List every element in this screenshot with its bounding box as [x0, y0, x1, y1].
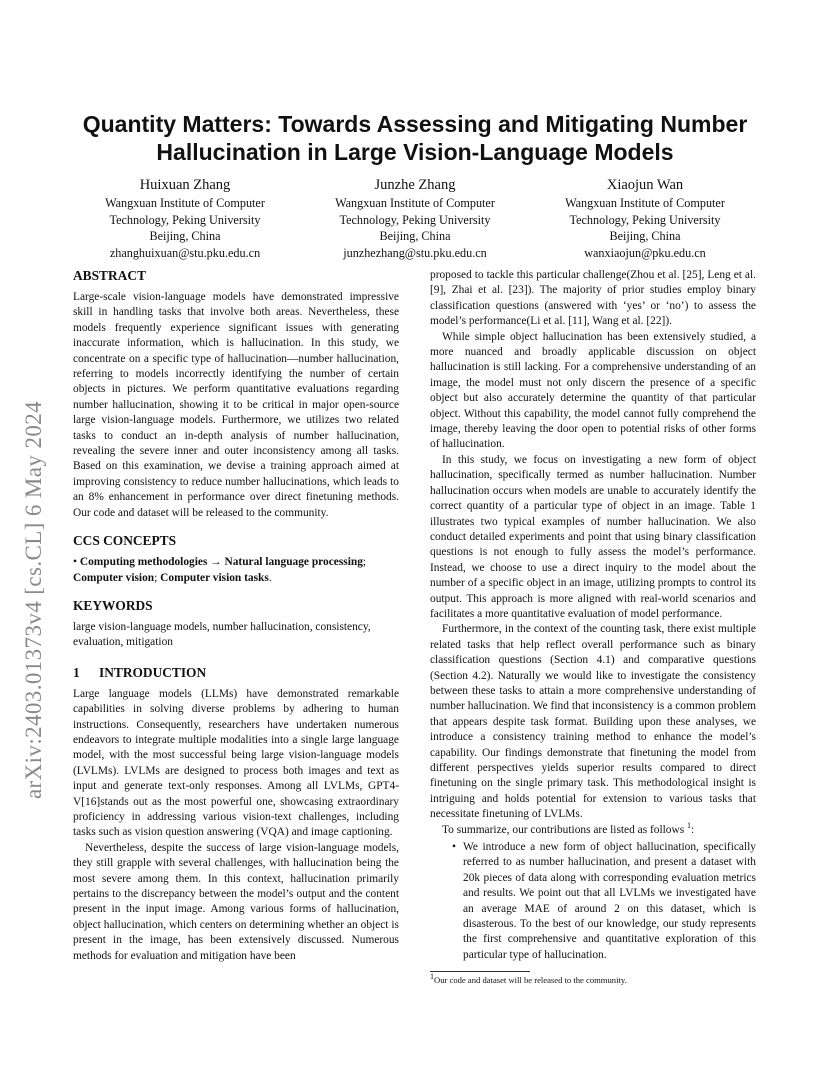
- contributions-colon: :: [691, 823, 695, 836]
- keywords-heading: KEYWORDS: [73, 597, 153, 613]
- ccs-bullet: •: [73, 556, 77, 569]
- author-location: Beijing, China: [149, 229, 221, 243]
- author-location: Beijing, China: [609, 229, 681, 243]
- section-title: INTRODUCTION: [99, 664, 207, 680]
- footnote-marker: 1: [687, 820, 692, 830]
- intro-paragraph: proposed to tackle this particular challenge(Zhou et al. [25], Leng et al. [9], Zhai et al. [23]). The majority of prior studies employ binary classification questions (answered with ‘yes’ or ‘no’) to assess the model’s performance(Li et al. [11], Wang et al. [22]).: [430, 269, 756, 328]
- author-location: Beijing, China: [379, 229, 451, 243]
- section-number: 1: [73, 664, 80, 680]
- footnote-number: 1: [430, 972, 434, 982]
- footnote-divider: [430, 971, 530, 972]
- abstract-heading: ABSTRACT: [73, 268, 146, 283]
- author-affiliation: Technology, Peking University: [569, 212, 721, 227]
- author-name: Huixuan Zhang: [139, 177, 231, 193]
- ccs-end: .: [268, 571, 272, 584]
- author-affiliation: Wangxuan Institute of Computer: [105, 196, 265, 210]
- bullet-dot: •: [452, 841, 456, 854]
- author-affiliation: Technology, Peking University: [109, 212, 261, 227]
- author-email: zhanghuixuan@stu.pku.edu.cn: [109, 245, 261, 260]
- ccs-separator: ;: [362, 556, 367, 569]
- bullet-text: We introduce a new form of object hallucination, specifically referred to as number hallucination, and present a dataset with 20k pieces of data along with corresponding evaluation metrics and results. We point out that all LVLMs we investigated have an average MAE of around 2 on this dataset, which is disasterous. To the best of our knowledge, our study represents the first comprehensive and quantitative exploration of this particular type of hallucination.: [463, 841, 756, 961]
- author-3: [530, 176, 760, 261]
- author-email: junzhezhang@stu.pku.edu.cn: [343, 245, 487, 260]
- author-1: [70, 176, 300, 261]
- keywords-text: large vision-language models, number hallucination, consistency, evaluation, mitigation: [73, 620, 371, 649]
- author-2: [300, 176, 530, 261]
- intro-paragraph: In this study, we focus on investigating a new form of object hallucination, specifically termed as number hallucination. Number hallucination occurs when models are unable to accurately identify the correct quantity of a particular type of object in an image. Table 1 illustrates two typical examples of number hallucination. We also conduct detailed experiments and point that using binary classification questions is not enough to fully assess the model’s performance. Instead, we choose to use a direct inquiry to the model about the number of a specific object in an image, utilizing prompts to control its output. This approach is more aligned with real-world scenarios and facilitates a more quantitative evaluation of model performance.: [430, 453, 756, 620]
- author-block: [70, 176, 760, 261]
- left-column: [73, 268, 399, 964]
- footnote: [430, 972, 756, 986]
- contributions-text: To summarize, our contributions are listed as follows: [442, 823, 685, 836]
- intro-paragraph: While simple object hallucination has been extensively studied, a more nuanced and broadly applicable discussion on object hallucination is still lacking. For a comprehensive understanding of an image, the model must not only discern the presence of a specific object but also accurately determine the quantity of that particular object. Without this capability, the model cannot fully comprehend the image, thereby leaving the door open to potential risks of other forms of hallucination.: [430, 330, 756, 451]
- author-affiliation: Wangxuan Institute of Computer: [335, 196, 495, 210]
- title-line-1: Quantity Matters: Towards Assessing and Mitigating Number: [82, 111, 748, 137]
- intro-paragraph: Furthermore, in the context of the counting task, there exist multiple related tasks that help reflect overall performance such as binary classification questions (Section 4.1) and comparative questions (Section 4.2). Naturally we would like to investigate the consistency between these tasks to attain a more comprehensive understanding of number hallucination. We find that inconsistency is a common problem that appears despite task format. Building upon these analyses, we introduce a consistency training method to enhance the model’s capability. Our findings demonstrate that finetuning the model from different perspectives yields superior results compared to direct finetuning on the single primary task. This methodological insight is intriguing and holds potential for extension to various tasks that necessitate finetuning of LVLMs.: [430, 623, 756, 821]
- contributions-intro: [430, 820, 756, 838]
- arxiv-identifier-text: arXiv:2403.01373v4 [cs.CL] 6 May 2024: [21, 400, 46, 800]
- ccs-arrow: →: [210, 556, 222, 569]
- ccs-concepts: [73, 555, 399, 586]
- author-name: Junzhe Zhang: [374, 177, 456, 193]
- paper-title: [70, 110, 760, 166]
- contribution-bullet: [430, 840, 756, 963]
- ccs-item: Computer vision tasks: [160, 571, 269, 584]
- author-name: Xiaojun Wan: [606, 177, 684, 193]
- author-email: wanxiaojun@pku.edu.cn: [584, 245, 706, 260]
- ccs-item: Computing methodologies: [79, 556, 208, 569]
- ccs-separator: ;: [154, 571, 158, 584]
- ccs-item: Natural language processing: [224, 556, 363, 569]
- ccs-item: Computer vision: [73, 571, 155, 584]
- footnote-text: Our code and dataset will be released to the community.: [434, 975, 627, 986]
- intro-paragraph: Nevertheless, despite the success of large vision-language models, they still grapple with several challenges, with hallucination being the most severe among them. In this context, hallucination primarily pertains to the discrepancy between the model’s output and the content present in the input image. Among various forms of hallucination, object hallucination, which centers on determining whether an object is present in the image, has been extensively discussed. Numerous methods for evaluation and mitigation have been: [73, 841, 399, 962]
- intro-paragraph: Large language models (LLMs) have demonstrated remarkable capabilities in solving diverse problems by adhering to human instructions. Consequently, researchers have undertaken numerous endeavors to integrate multiple modalities into a single large language model, with the most successful being large vision-language models (LVLMs). LVLMs are designed to process both images and text as input and generate text-only responses. Among all LVLMs, GPT4-V[16]stands out as the most powerful one, showcasing extraordinary proficiency in addressing various vision-text challenges, including tasks such as vision question answering (VQA) and image captioning.: [73, 687, 399, 839]
- introduction-heading: [73, 665, 399, 681]
- right-column: [430, 268, 756, 986]
- ccs-heading: CCS CONCEPTS: [73, 533, 177, 549]
- author-affiliation: Technology, Peking University: [339, 212, 491, 227]
- title-line-2: Hallucination in Large Vision-Language Models: [156, 139, 674, 165]
- abstract-text: Large-scale vision-language models have demonstrated impressive skill in handling tasks that involve both areas. Nevertheless, these models frequently experience significant issues with generating inaccurate information, which is hallucination. In this study, we concentrate on a specific type of hallucination—number hallucination, referring to models incorrectly identifying the number of certain objects in pictures. We perform quantitative evaluations regarding number hallucination, showing it to be critical in major open-source large vision-language models. Furthermore, we utilizes two related tasks to conduct an in-depth analysis of number hallucination, revealing the severe inner and outer inconsistency among all tasks. Based on this examination, we devise a training approach aimed at improving consistency to reduce number hallucinations, which leads to an 8% enhancement in performance over direct finetuning methods. Our code and dataset will be released to the community.: [73, 291, 399, 519]
- author-affiliation: Wangxuan Institute of Computer: [565, 196, 725, 210]
